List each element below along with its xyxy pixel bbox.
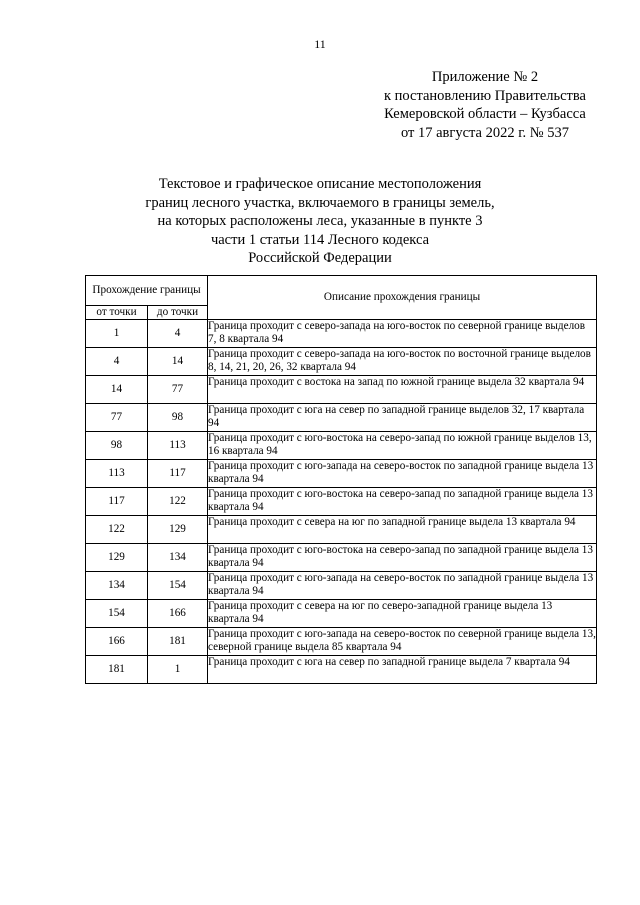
- description-cell: Граница проходит с юга на север по западной границе выдела 7 квартала 94: [208, 656, 597, 684]
- to-point-cell: 154: [148, 572, 208, 600]
- from-point-cell: 77: [86, 404, 148, 432]
- from-point-cell: 98: [86, 432, 148, 460]
- table-row: [86, 516, 597, 544]
- table-row: [86, 460, 597, 488]
- table-row: [86, 600, 597, 628]
- table-row: [86, 432, 597, 460]
- to-point-cell: 113: [148, 432, 208, 460]
- from-point-cell: 122: [86, 516, 148, 544]
- table-row: [86, 656, 597, 684]
- table-row: [86, 376, 597, 404]
- to-point-cell: 4: [148, 320, 208, 348]
- title-line-5: Российской Федерации: [248, 250, 392, 266]
- description-cell: Граница проходит с юго-запада на северо-восток по северной границе выдела 13, северной границе выдела 85 квартала 94: [208, 628, 597, 656]
- header-from-point: от точки: [86, 306, 148, 320]
- table-row: [86, 348, 597, 376]
- appendix-line-1: Приложение № 2: [431, 69, 539, 85]
- to-point-cell: 166: [148, 600, 208, 628]
- title-line-4: части 1 статьи 114 Лесного кодекса: [210, 231, 430, 248]
- description-cell: Граница проходит с севера на юг по северо-западной границе выдела 13 квартала 94: [208, 600, 597, 628]
- table-row: [86, 488, 597, 516]
- title-line-3: на которых расположены леса, указанные в пункте 3: [157, 213, 483, 229]
- header-to-point: до точки: [148, 306, 208, 320]
- table-row: [86, 404, 597, 432]
- from-point-cell: 166: [86, 628, 148, 656]
- description-cell: Граница проходит с юго-востока на северо-запад по южной границе выделов 13, 16 квартала 94: [208, 432, 597, 460]
- to-point-cell: 122: [148, 488, 208, 516]
- from-point-cell: 117: [86, 488, 148, 516]
- description-cell: Граница проходит с юго-востока на северо-запад по западной границе выдела 13 квартала 94: [208, 544, 597, 572]
- to-point-cell: 77: [148, 376, 208, 404]
- table-row: [86, 572, 597, 600]
- to-point-cell: 14: [148, 348, 208, 376]
- to-point-cell: 134: [148, 544, 208, 572]
- description-cell: Граница проходит с востока на запад по южной границе выдела 32 квартала 94: [208, 376, 597, 404]
- from-point-cell: 14: [86, 376, 148, 404]
- to-point-cell: 117: [148, 460, 208, 488]
- from-point-cell: 4: [86, 348, 148, 376]
- page-number: 11: [314, 37, 326, 51]
- document-title: [120, 175, 520, 268]
- to-point-cell: 129: [148, 516, 208, 544]
- boundary-table: [85, 275, 597, 684]
- to-point-cell: 1: [148, 656, 208, 684]
- from-point-cell: 154: [86, 600, 148, 628]
- title-line-2: границ лесного участка, включаемого в границы земель,: [145, 194, 495, 211]
- from-point-cell: 1: [86, 320, 148, 348]
- appendix-line-2: к постановлению Правительства: [384, 87, 586, 104]
- description-cell: Граница проходит с северо-запада на юго-восток по восточной границе выделов 8, 14, 21, 20, 26, 32 квартала 94: [208, 348, 597, 376]
- header-boundary-passage: Прохождение границы: [86, 276, 208, 306]
- from-point-cell: 134: [86, 572, 148, 600]
- description-cell: Граница проходит с юго-запада на северо-восток по западной границе выдела 13 квартала 94: [208, 572, 597, 600]
- description-cell: Граница проходит с юго-запада на северо-восток по западной границе выдела 13 квартала 94: [208, 460, 597, 488]
- description-cell: Граница проходит с северо-запада на юго-восток по северной границе выделов 7, 8 квартала 94: [208, 320, 597, 348]
- description-cell: Граница проходит с севера на юг по западной границе выдела 13 квартала 94: [208, 516, 597, 544]
- description-cell: Граница проходит с юга на север по западной границе выделов 32, 17 квартала 94: [208, 404, 597, 432]
- appendix-line-4: от 17 августа 2022 г. № 537: [400, 124, 570, 141]
- to-point-cell: 98: [148, 404, 208, 432]
- appendix-line-3: Кемеровской области – Кузбасса: [384, 106, 586, 122]
- table-row: [86, 628, 597, 656]
- from-point-cell: 129: [86, 544, 148, 572]
- header-description: Описание прохождения границы: [208, 276, 597, 320]
- description-cell: Граница проходит с юго-востока на северо-запад по западной границе выдела 13 квартала 94: [208, 488, 597, 516]
- from-point-cell: 113: [86, 460, 148, 488]
- from-point-cell: 181: [86, 656, 148, 684]
- table-row: [86, 320, 597, 348]
- appendix-header: [370, 68, 600, 142]
- to-point-cell: 181: [148, 628, 208, 656]
- title-line-1: Текстовое и графическое описание местоположения: [158, 176, 482, 192]
- table-row: [86, 544, 597, 572]
